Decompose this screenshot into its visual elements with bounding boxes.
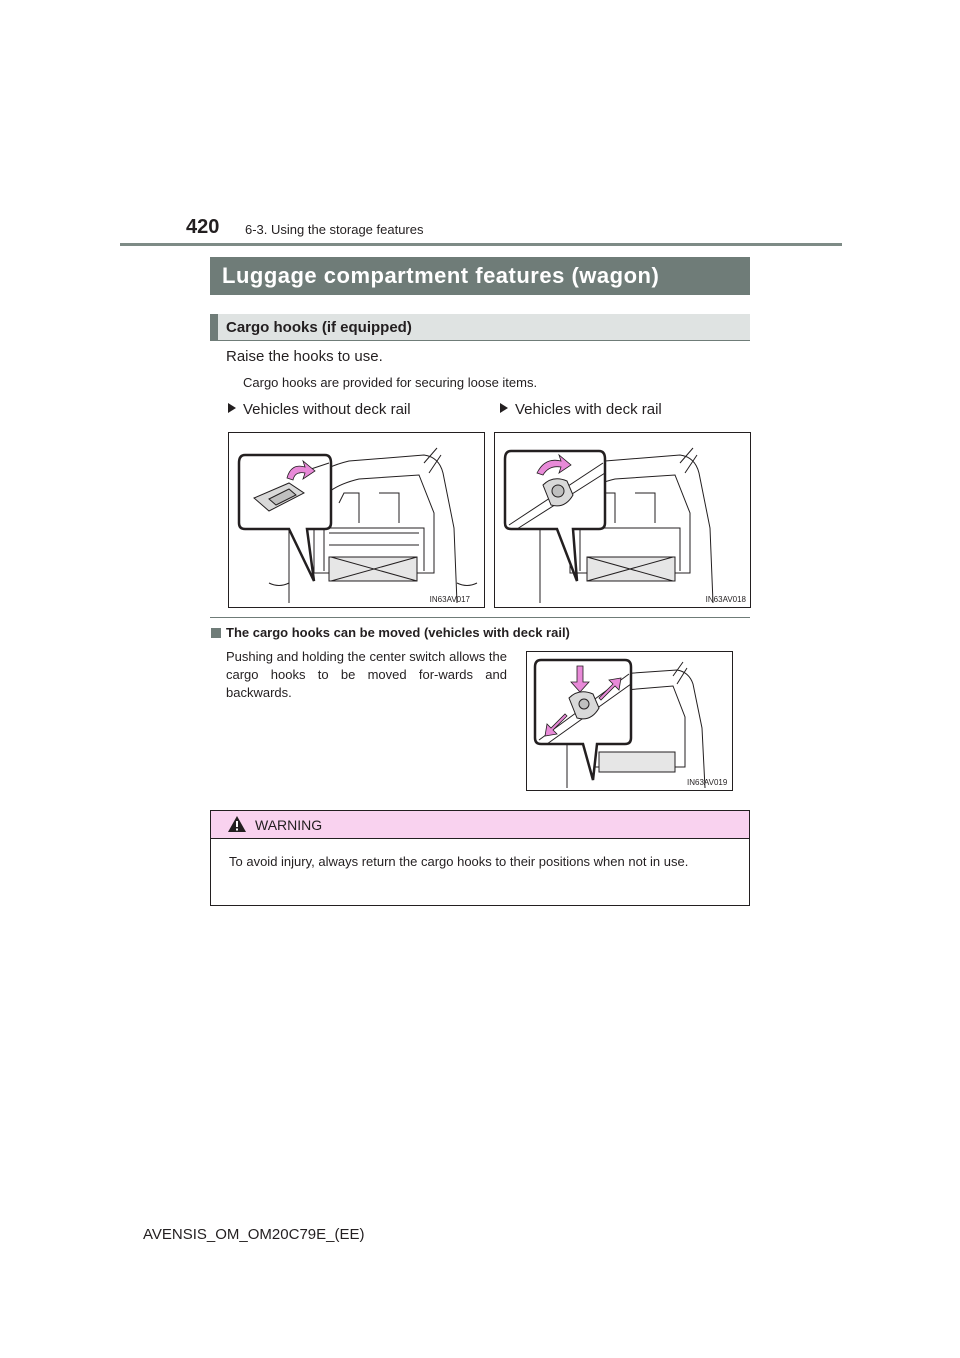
warning-label: WARNING — [255, 817, 323, 833]
warning-triangle-icon — [227, 815, 247, 833]
triangle-bullet-icon — [500, 403, 508, 413]
document-code: AVENSIS_OM_OM20C79E_(EE) — [143, 1226, 365, 1243]
page-number: 420 — [186, 216, 220, 238]
car-rear-illustration — [229, 433, 484, 607]
section-divider — [210, 617, 750, 618]
figure-cargo-hook-without-rail — [228, 432, 485, 608]
car-rear-illustration — [527, 652, 732, 790]
square-bullet-icon — [211, 628, 221, 638]
instruction-text: Raise the hooks to use. — [226, 348, 383, 365]
callout-zoom-bubble — [239, 455, 331, 581]
figure-code: IN63AV018 — [705, 595, 746, 604]
move-section-body: Pushing and holding the center switch allows the cargo hooks to be moved for-wards and backwards. — [226, 649, 507, 700]
subsection-accent — [210, 314, 218, 341]
variant-label-with-rail — [500, 401, 662, 418]
variant-label-text: Vehicles with deck rail — [515, 401, 662, 418]
warning-body: To avoid injury, always return the cargo hooks to their positions when not in use. — [229, 854, 689, 869]
header-divider — [120, 243, 842, 246]
section-title: Luggage compartment features (wagon) — [222, 263, 660, 288]
figure-cargo-hook-move — [526, 651, 733, 791]
subsection-title: Cargo hooks (if equipped) — [226, 319, 412, 336]
figure-code: IN63AV019 — [687, 778, 728, 787]
chapter-title: 6-3. Using the storage features — [245, 222, 424, 237]
note-text: Cargo hooks are provided for securing loose items. — [243, 375, 538, 390]
variant-label-text: Vehicles without deck rail — [243, 401, 411, 418]
triangle-bullet-icon — [228, 403, 236, 413]
figure-code: IN63AV017 — [429, 595, 470, 604]
car-rear-illustration — [495, 433, 750, 607]
move-section-heading: The cargo hooks can be moved (vehicles with deck rail) — [226, 625, 570, 640]
figure-cargo-hook-with-rail — [494, 432, 751, 608]
variant-label-without-rail — [228, 401, 411, 418]
